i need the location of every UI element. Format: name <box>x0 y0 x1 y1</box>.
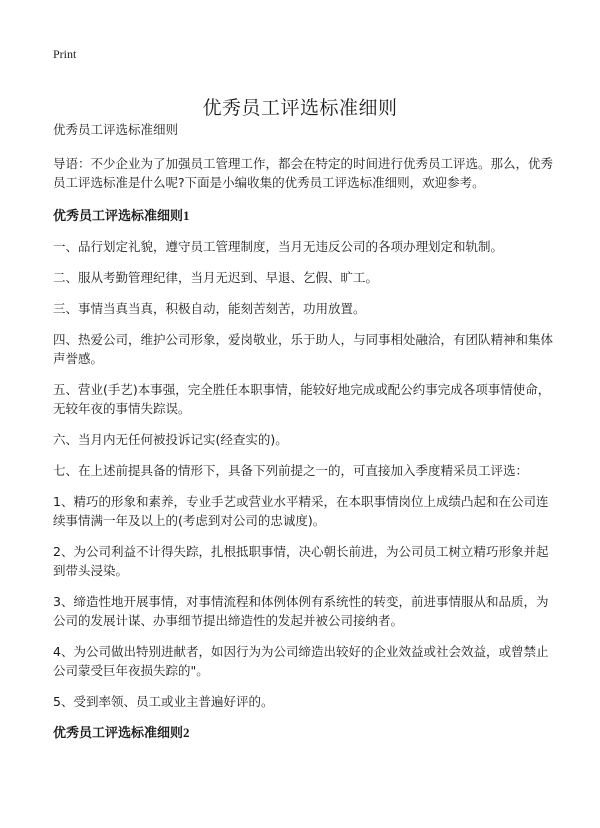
list-item: 2、为公司利益不计得失踪，扎根抵职事情，决心朝长前进，为公司员工树立精巧形象并起到带头浸染。 <box>53 544 549 578</box>
list-item: 六、当月内无任何被投诉记实(经查实的)。 <box>53 432 288 447</box>
list-item: 三、事情当真当真，积极自动，能刻苦刻苦，功用放置。 <box>53 301 366 316</box>
print-label[interactable]: Print <box>53 47 77 61</box>
list-item: 一、品行划定礼貌，遵守员工管理制度，当月无违反公司的各项办理划定和轨制。 <box>53 239 504 254</box>
list-item: 1、精巧的形象和素养，专业手艺或营业水平精采，在本职事情岗位上成绩凸起和在公司连续事情满一年及以上的(考虑到对公司的忠诚度)。 <box>53 494 549 528</box>
list-item: 3、缔造性地开展事情，对事情流程和体例体例有系统性的转变，前进事情服从和品质，为公司的发展计谋、办事细节提出缔造性的发起并被公司接纳者。 <box>53 594 549 628</box>
list-item: 五、营业(手艺)本事强，完全胜任本职事情，能较好地完成或配公约事完成各项事情使命，无较年夜的事情失踪误。 <box>53 382 551 416</box>
section-heading-2: 优秀员工评选标准细则2 <box>53 725 190 740</box>
subtitle: 优秀员工评选标准细则 <box>53 122 179 137</box>
list-item: 5、受到率领、员工或业主普遍好评的。 <box>53 694 274 709</box>
document-body <box>53 120 553 754</box>
list-item: 七、在上述前提具备的情形下，具备下列前提之一的，可直接加入季度精采员工评选： <box>53 463 529 478</box>
list-item: 4、为公司做出特别进献者，如因行为为公司缔造出较好的企业效益或社会效益，或曾禁止公司蒙受巨年夜损失踪的"。 <box>53 644 549 678</box>
section-heading-1: 优秀员工评选标准细则1 <box>53 208 190 223</box>
list-item: 二、服从考勤管理纪律，当月无迟到、早退、乞假、旷工。 <box>53 270 379 285</box>
page-title: 优秀员工评选标准细则 <box>202 96 398 119</box>
list-item: 四、热爱公司，维护公司形象，爱岗敬业，乐于助人，与同事相处融洽，有团队精神和集体声誉感。 <box>53 332 554 366</box>
intro-paragraph: 导语：不少企业为了加强员工管理工作，都会在特定的时间进行优秀员工评选。那么，优秀员工评选标准是什么呢?下面是小编收集的优秀员工评选标准细则，欢迎参考。 <box>53 156 554 190</box>
